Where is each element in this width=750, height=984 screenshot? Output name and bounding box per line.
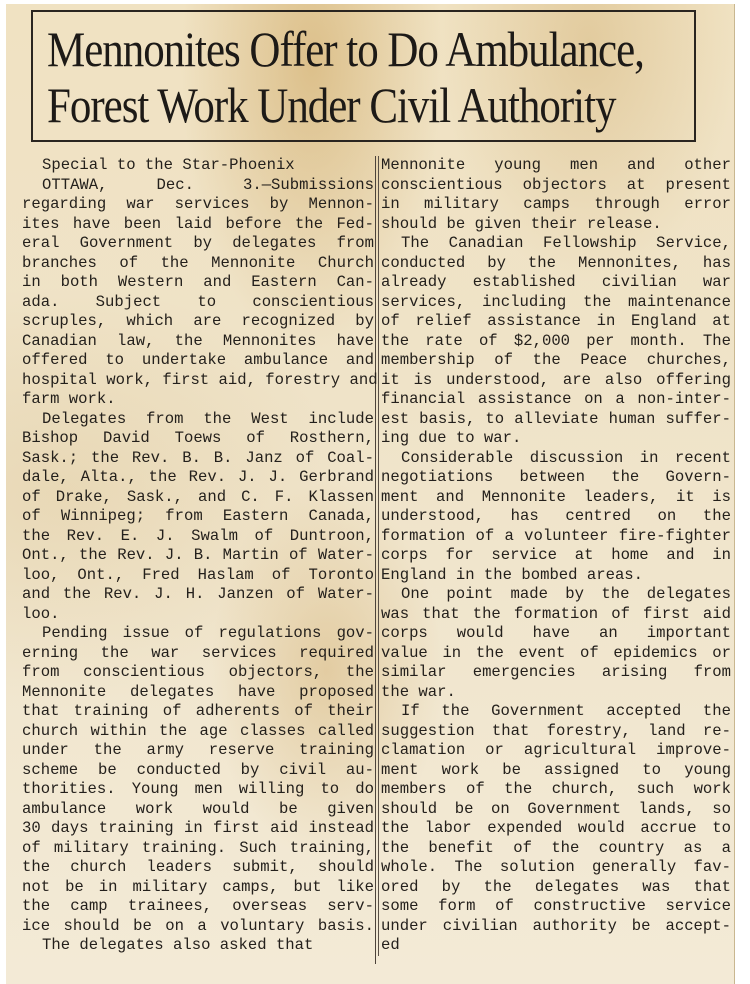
article-line-left: thorities. Young men willing to do — [22, 780, 374, 798]
article-line-left: ambulance work would be given — [22, 799, 374, 818]
article-line-right: should be on Government lands, so — [381, 799, 731, 818]
article-line-left: the church leaders submit, should — [22, 858, 374, 876]
headline-line-2: Forest Work Under Civil Authority — [47, 77, 616, 133]
article-line-left: The delegates also asked that — [42, 936, 314, 954]
article-line-right: should be given their release. — [381, 214, 662, 233]
article-column-left — [22, 156, 378, 956]
article-line-left: scruples, which are recognized by — [22, 312, 374, 330]
article-line-left: of Winnipeg; from Eastern Canada, — [22, 507, 374, 525]
article-line-right: est basis, to alleviate human suffer- — [381, 409, 731, 428]
article-line-right: clamation or agricultural improve- — [381, 741, 731, 759]
article-line-right: the rate of $2,000 per month. The — [381, 331, 731, 350]
article-line-right: under civilian authority be accept- — [381, 916, 731, 935]
article-line-left: OTTAWA, Dec. 3.—Submissions — [42, 175, 374, 194]
article-line-right: the benefit of the country as a — [381, 838, 731, 857]
article-line-right: whole. The solution generally fav- — [381, 858, 731, 876]
article-line-left: Pending issue of regulations gov- — [42, 624, 374, 642]
article-line-left: in both Western and Eastern Can- — [22, 273, 374, 291]
article-line-left: from conscientious objectors, the — [22, 663, 374, 681]
article-line-left: Delegates from the West include — [42, 409, 374, 428]
article-line-left: Mennonite delegates have proposed — [22, 682, 374, 701]
article-line-left: hospital work, first aid, forestry and — [22, 370, 378, 389]
article-line-right: England in the bombed areas. — [381, 565, 644, 584]
article-line-left: 30 days training in first aid instead — [22, 819, 374, 837]
article-line-left: ites have been laid before the Fed- — [22, 214, 374, 233]
article-line-right: corps for service at home and in — [381, 546, 731, 564]
article-line-left: Canadian law, the Mennonites have — [22, 331, 374, 350]
article-line-left: church within the age classes called — [22, 721, 374, 740]
article-line-left: that training of adherents of their — [22, 702, 374, 720]
article-line-left: under the army reserve training — [22, 741, 374, 759]
article-line-right: of relief assistance in England at — [381, 312, 731, 330]
article-line-right: the war. — [381, 682, 456, 701]
article-line-right: conscientious objectors at present — [381, 175, 731, 194]
article-line-right: similar emergencies arising from — [381, 663, 731, 681]
article-line-left: of military training. Such training, — [22, 838, 374, 857]
article-column-right — [378, 156, 731, 956]
newspaper-clipping — [6, 4, 735, 984]
article-line-left: ice should be on a voluntary basis. — [22, 916, 374, 935]
article-line-left: and the Rev. J. H. Janzen of Water- — [22, 585, 374, 603]
article-line-left: Ont., the Rev. J. B. Martin of Water- — [22, 546, 374, 564]
article-line-left: dale, Alta., the Rev. J. J. Gerbrand — [22, 468, 374, 486]
article-line-right: financial assistance on a non-inter- — [381, 390, 731, 408]
article-line-left: Sask.; the Rev. B. B. Janz of Coal- — [22, 448, 374, 467]
article-line-right: The Canadian Fellowship Service, — [401, 234, 731, 252]
article-line-right: ing due to war. — [381, 429, 522, 447]
article-line-right: Mennonite young men and other — [381, 156, 731, 174]
article-line-right: ment work be assigned to young — [381, 760, 731, 779]
article-line-right: members of the church, such work — [381, 780, 731, 798]
article-line-left: eral Government by delegates from — [22, 234, 374, 252]
article-line-right: was that the formation of first aid — [381, 604, 731, 623]
article-line-left: Bishop David Toews of Rosthern, — [22, 429, 374, 447]
article-line-right: ed — [381, 936, 400, 954]
article-line-right: ment and Mennonite leaders, it is — [381, 487, 731, 506]
article-line-left: loo, Ont., Fred Haslam of Toronto — [22, 565, 374, 584]
article-line-right: negotiations between the Govern- — [381, 468, 731, 486]
article-line-right: value in the event of epidemics or — [381, 643, 731, 662]
column-rule — [375, 156, 376, 964]
article-line-left: regarding war services by Mennon- — [22, 195, 374, 213]
article-line-right: conducted by the Mennonites, has — [381, 253, 731, 272]
article-line-left: ada. Subject to conscientious — [22, 292, 374, 311]
article-line-left: scheme be conducted by civil au- — [22, 760, 374, 779]
article-line-left: the Rev. E. J. Swalm of Duntroon, — [22, 526, 374, 545]
article-line-right: understood, has centred on the — [381, 507, 731, 525]
article-line-right: in military camps through error — [381, 195, 731, 213]
article-line-right: it is understood, are also offering — [381, 370, 731, 389]
article-line-right: already established civilian war — [381, 273, 731, 291]
article-line-right: membership of the Peace churches, — [381, 351, 731, 369]
article-line-right: the labor expended would accrue to — [381, 819, 731, 837]
article-line-left: offered to undertake ambulance and — [22, 351, 374, 369]
article-line-right: ored by the delegates was that — [381, 877, 731, 896]
article-line-left: Special to the Star-Phoenix — [42, 156, 295, 174]
article-line-left: not be in military camps, but like — [22, 877, 374, 896]
article-line-left: of Drake, Sask., and C. F. Klassen — [22, 487, 374, 506]
headline-box — [31, 10, 696, 142]
article-line-left: the camp trainees, overseas serv- — [22, 897, 374, 915]
article-line-right: services, including the maintenance — [381, 292, 731, 311]
article-line-right: One point made by the delegates — [401, 585, 731, 603]
article-line-left: erning the war services required — [22, 643, 374, 662]
article-line-right: If the Government accepted the — [401, 702, 731, 720]
article-line-right: some form of constructive service — [381, 897, 731, 915]
article-line-right: formation of a volunteer fire-fighter — [381, 526, 731, 545]
headline-line-1: Mennonites Offer to Do Ambulance, — [47, 21, 644, 77]
article-line-right: corps would have an important — [381, 624, 731, 642]
article-line-right: Considerable discussion in recent — [401, 448, 731, 467]
article-line-left: farm work. — [22, 390, 116, 408]
article-line-left: branches of the Mennonite Church — [22, 253, 374, 272]
article-line-left: loo. — [22, 604, 60, 623]
article-line-right: suggestion that forestry, land re- — [381, 721, 731, 740]
